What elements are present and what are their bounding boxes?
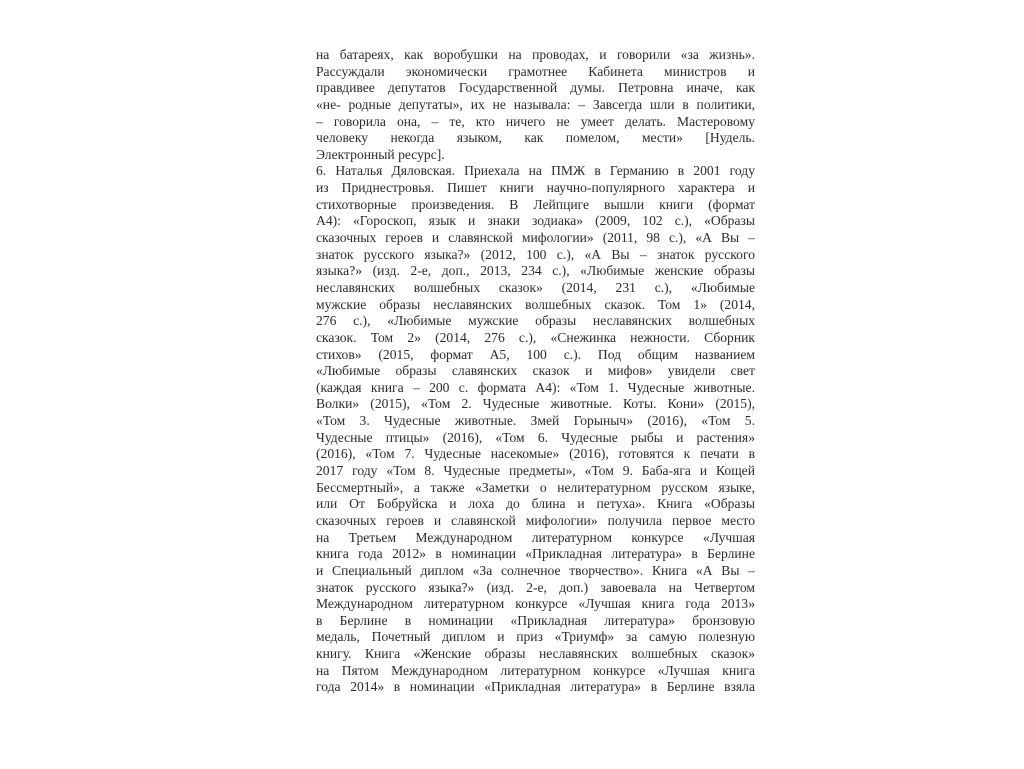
text-line: Электронный ресурс]. xyxy=(316,146,445,162)
text-line: 276 с.), «Любимые мужские образы неславянских волшебных xyxy=(316,313,755,329)
text-line: книга года 2012» в номинации «Прикладная литература» в Берлине xyxy=(316,546,755,562)
text-line: Волки» (2015), «Том 2. Чудесные животные. Коты. Кони» (2015), xyxy=(316,396,755,412)
text-line: Бессмертный», а также «Заметки о нелитературном русском языке, xyxy=(316,479,755,495)
text-line: и Специальный диплом «За солнечное творчество». Книга «А Вы – xyxy=(316,562,755,578)
text-line: 2017 году «Том 8. Чудесные предметы», «Том 9. Баба-яга и Кощей xyxy=(316,463,755,479)
text-line: медаль, Почетный диплом и приз «Триумф» за самую полезную xyxy=(316,629,755,645)
text-line: стихов» (2015, формат А5, 100 с.). Под общим названием xyxy=(316,346,755,362)
text-line: языка?» (изд. 2-е, доп., 2013, 234 с.), «Любимые женские образы xyxy=(316,263,755,279)
text-line: сказок. Том 2» (2014, 276 с.), «Снежинка нежности. Сборник xyxy=(316,329,755,345)
text-line: правдивее депутатов Государственной думы. Петровна иначе, как xyxy=(316,80,755,96)
text-line: стихотворные произведения. В Лейпциге вышли книги (формат xyxy=(316,196,755,212)
text-line: мужские образы неславянских волшебных сказок. Том 1» (2014, xyxy=(316,296,755,312)
text-line: – говорила она, – те, кто ничего не умеет делать. Мастеровому xyxy=(316,113,755,129)
text-line: А4): «Гороскоп, язык и знаки зодиака» (2009, 102 с.), «Образы xyxy=(316,213,755,229)
text-line: «Том 3. Чудесные животные. Змей Горыныч» (2016), «Том 5. xyxy=(316,413,755,429)
text-line: «не- родные депутаты», их не называла: – Завсегда шли в политики, xyxy=(316,96,755,112)
text-line: Чудесные птицы» (2016), «Том 6. Чудесные рыбы и растения» xyxy=(316,429,755,445)
text-line: или От Бобруйска и лоха до блина и петуха». Книга «Образы xyxy=(316,496,755,512)
text-line: на Пятом Международном литературном конкурсе «Лучшая книга xyxy=(316,662,755,678)
text-line: сказочных героев и славянской мифологии» (2011, 98 с.), «А Вы – xyxy=(316,230,755,246)
document-text-block xyxy=(316,47,755,696)
text-line: на батареях, как воробушки на проводах, и говорили «за жизнь». xyxy=(316,47,755,62)
text-line: в Берлине в номинации «Прикладная литература» бронзовую xyxy=(316,612,755,628)
text-line: из Приднестровья. Пишет книги научно-популярного характера и xyxy=(316,180,755,196)
text-line: 6. Наталья Дяловская. Приехала на ПМЖ в Германию в 2001 году xyxy=(316,163,755,179)
text-line: Международном литературном конкурсе «Лучшая книга года 2013» xyxy=(316,596,755,612)
text-line: (2016), «Том 7. Чудесные насекомые» (2016), готовятся к печати в xyxy=(316,446,755,462)
text-line: сказочных героев и славянской мифологии» получила первое место xyxy=(316,512,755,528)
text-line: книгу. Книга «Женские образы неславянских волшебных сказок» xyxy=(316,646,755,662)
text-line: «Любимые образы славянских сказок и мифов» увидели свет xyxy=(316,363,755,379)
text-line: года 2014» в номинации «Прикладная литература» в Берлине взяла xyxy=(316,679,755,695)
text-line: на Третьем Международном литературном конкурсе «Лучшая xyxy=(316,529,755,545)
text-line: Рассуждали экономически грамотнее Кабинета министров и xyxy=(316,63,755,79)
text-line: человеку некогда языком, как помелом, мести» [Нудель. xyxy=(316,130,755,146)
text-line: (каждая книга – 200 с. формата А4): «Том 1. Чудесные животные. xyxy=(316,379,755,395)
text-line: знаток русского языка?» (2012, 100 с.), «А Вы – знаток русского xyxy=(316,246,755,262)
text-line: знаток русского языка?» (изд. 2-е, доп.) завоевала на Четвертом xyxy=(316,579,755,595)
text-line: неславянских волшебных сказок» (2014, 231 с.), «Любимые xyxy=(316,279,755,295)
